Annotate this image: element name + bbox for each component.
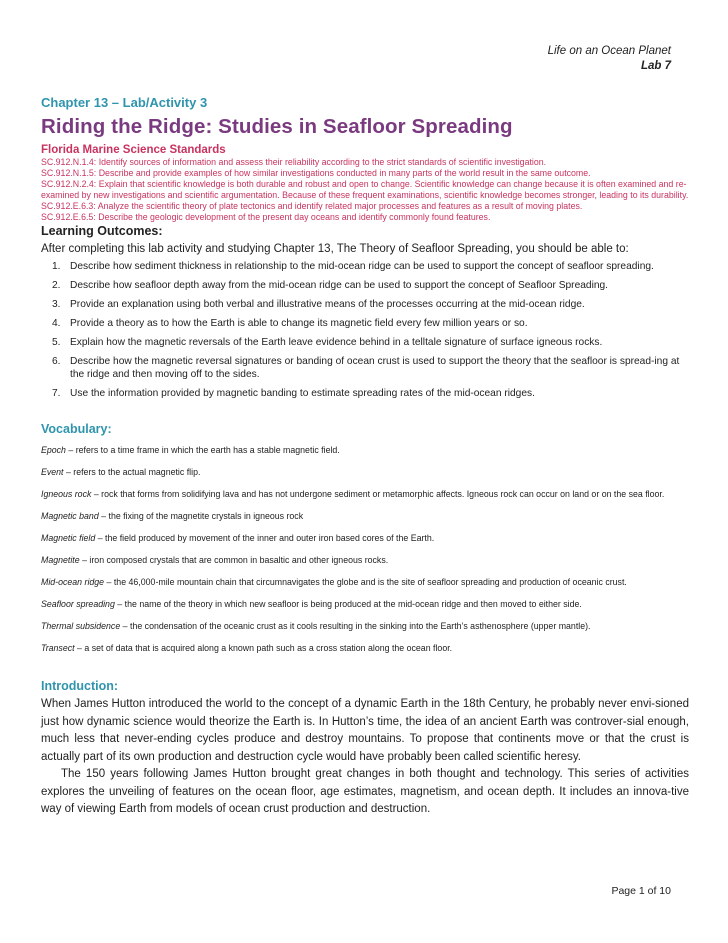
vocabulary-heading: Vocabulary: bbox=[41, 422, 112, 436]
list-number: 3. bbox=[52, 299, 61, 310]
page-number: Page 1 of 10 bbox=[611, 885, 671, 897]
main-content bbox=[41, 95, 689, 819]
standard-item: SC.912.E.6.3: Analyze the scientific theory of plate tectonics and identify related major processes and features as a result of moving plates. bbox=[41, 201, 583, 211]
standard-item: SC.912.N.1.4: Identify sources of information and assess their reliability according to the strict standards of scientific investigation. bbox=[41, 157, 547, 167]
list-text: Describe how the magnetic reversal signatures or banding of ocean crust is used to support the theory that the seafloor is spread-ing at the ridge and then moving off to the sides. bbox=[70, 356, 680, 380]
intro-paragraph: When James Hutton introduced the world to the concept of a dynamic Earth in the 18th Century, he probably never envi-sioned just how dynamic science would theorize the Earth is. In Hutton’s time, the idea of an ancient Earth was controver-sial enough, much less that never-ending cycles produce and destroy mountains. To propose that continents move or that the crust is actually part of its own production and destruction cycle would have probably been called scientific heresy. bbox=[41, 698, 689, 763]
vocab-definition: – the name of the theory in which new seafloor is being produced at the mid-ocean ridge and then moved to either side. bbox=[114, 599, 582, 609]
list-number: 7. bbox=[52, 388, 61, 399]
list-text: Provide a theory as to how the Earth is able to change its magnetic field every few million years or so. bbox=[70, 318, 528, 329]
vocab-term: Transect bbox=[41, 643, 75, 653]
vocab-definition: – a set of data that is acquired along a known path such as a cross station along the ocean floor. bbox=[74, 643, 453, 653]
vocabulary-list bbox=[41, 442, 689, 657]
standard-item: SC.912.N.2.4: Explain that scientific knowledge is both durable and robust and open to change. Scientific knowledge can change because it is often examined and re-examined by new investigations and scientific argumentation. Because of these frequent examinations, scientific knowledge becomes stronger, leading to its durability. bbox=[41, 179, 689, 200]
vocab-definition: – the condensation of the oceanic crust as it cools resulting in the sinking into the Earth’s asthenosphere (upper mantle). bbox=[120, 621, 591, 631]
list-item bbox=[41, 317, 689, 330]
vocab-term: Thermal subsidence bbox=[41, 621, 121, 631]
intro-paragraph: The 150 years following James Hutton brought great changes in both thought and technology. This series of activities explores the unveiling of features on the ocean floor, age estimates, magnetism, and ocean depth. It includes an innova-tive way of viewing Earth from models of ocean crust production and destruction. bbox=[41, 768, 689, 815]
list-text: Provide an explanation using both verbal and illustrative means of the processes occurring at the mid-ocean ridge. bbox=[70, 299, 585, 310]
learning-outcomes-list bbox=[41, 260, 689, 400]
list-text: Use the information provided by magnetic banding to estimate spreading rates of the mid-ocean ridges. bbox=[70, 388, 535, 399]
list-item bbox=[41, 298, 689, 311]
vocab-entry bbox=[41, 464, 689, 481]
vocab-definition: – refers to a time frame in which the earth has a stable magnetic field. bbox=[65, 445, 340, 455]
vocab-entry bbox=[41, 574, 689, 591]
vocab-term: Mid-ocean ridge bbox=[41, 577, 105, 587]
vocab-term: Igneous rock bbox=[41, 489, 92, 499]
standards-heading: Florida Marine Science Standards bbox=[41, 144, 226, 156]
list-item bbox=[41, 336, 689, 349]
list-number: 1. bbox=[52, 261, 61, 272]
standard-item: SC.912.E.6.5: Describe the geologic development of the present day oceans and identify commonly found features. bbox=[41, 212, 491, 222]
page-title: Riding the Ridge: Studies in Seafloor Spreading bbox=[41, 115, 513, 138]
standards-list bbox=[41, 157, 689, 223]
vocab-definition: – the fixing of the magnetite crystals in igneous rock bbox=[98, 511, 304, 521]
vocab-entry bbox=[41, 486, 689, 503]
vocab-definition: – the field produced by movement of the inner and outer iron based cores of the Earth. bbox=[95, 533, 435, 543]
list-item bbox=[41, 355, 689, 381]
learning-outcomes-intro: After completing this lab activity and studying Chapter 13, The Theory of Seafloor Spreading, you should be able to: bbox=[41, 243, 629, 255]
vocab-definition: – refers to the actual magnetic flip. bbox=[63, 467, 201, 477]
vocab-term: Magnetic field bbox=[41, 533, 96, 543]
introduction-heading: Introduction: bbox=[41, 679, 119, 693]
running-header bbox=[548, 44, 671, 74]
list-number: 6. bbox=[52, 356, 61, 367]
list-text: Explain how the magnetic reversals of the Earth leave evidence behind in a telltale signature of surface igneous rocks. bbox=[70, 337, 603, 348]
vocab-term: Magnetic band bbox=[41, 511, 99, 521]
list-number: 4. bbox=[52, 318, 61, 329]
vocab-definition: – rock that forms from solidifying lava and has not undergone sediment or metamorphic affects. Igneous rock can occur on land or on the sea floor. bbox=[91, 489, 665, 499]
header-course: Life on an Ocean Planet bbox=[547, 45, 671, 57]
learning-outcomes-heading: Learning Outcomes: bbox=[41, 224, 163, 238]
introduction-body bbox=[41, 696, 689, 819]
vocab-entry bbox=[41, 640, 689, 657]
list-item bbox=[41, 279, 689, 292]
list-item bbox=[41, 387, 689, 400]
list-text: Describe how sediment thickness in relationship to the mid-ocean ridge can be used to support the concept of seafloor spreading. bbox=[70, 261, 654, 272]
vocab-term: Epoch bbox=[41, 445, 66, 455]
vocab-entry bbox=[41, 596, 689, 613]
vocab-term: Event bbox=[41, 467, 64, 477]
vocab-entry bbox=[41, 508, 689, 525]
vocab-term: Magnetite bbox=[41, 555, 80, 565]
standard-item: SC.912.N.1.5: Describe and provide examples of how similar investigations conducted in many parts of the world result in the same outcome. bbox=[41, 168, 591, 178]
list-number: 2. bbox=[52, 280, 61, 291]
header-lab: Lab 7 bbox=[640, 60, 671, 72]
vocab-entry bbox=[41, 442, 689, 459]
vocab-term: Seafloor spreading bbox=[41, 599, 115, 609]
chapter-label: Chapter 13 – Lab/Activity 3 bbox=[41, 95, 208, 110]
vocab-definition: – iron composed crystals that are common in basaltic and other igneous rocks. bbox=[79, 555, 389, 565]
list-text: Describe how seafloor depth away from the mid-ocean ridge can be used to support the concept of Seafloor Spreading. bbox=[70, 280, 608, 291]
list-number: 5. bbox=[52, 337, 61, 348]
vocab-definition: – the 46,000-mile mountain chain that circumnavigates the globe and is the site of seafloor spreading and production of oceanic crust. bbox=[104, 577, 627, 587]
list-item bbox=[41, 260, 689, 273]
vocab-entry bbox=[41, 618, 689, 635]
vocab-entry bbox=[41, 530, 689, 547]
vocab-entry bbox=[41, 552, 689, 569]
